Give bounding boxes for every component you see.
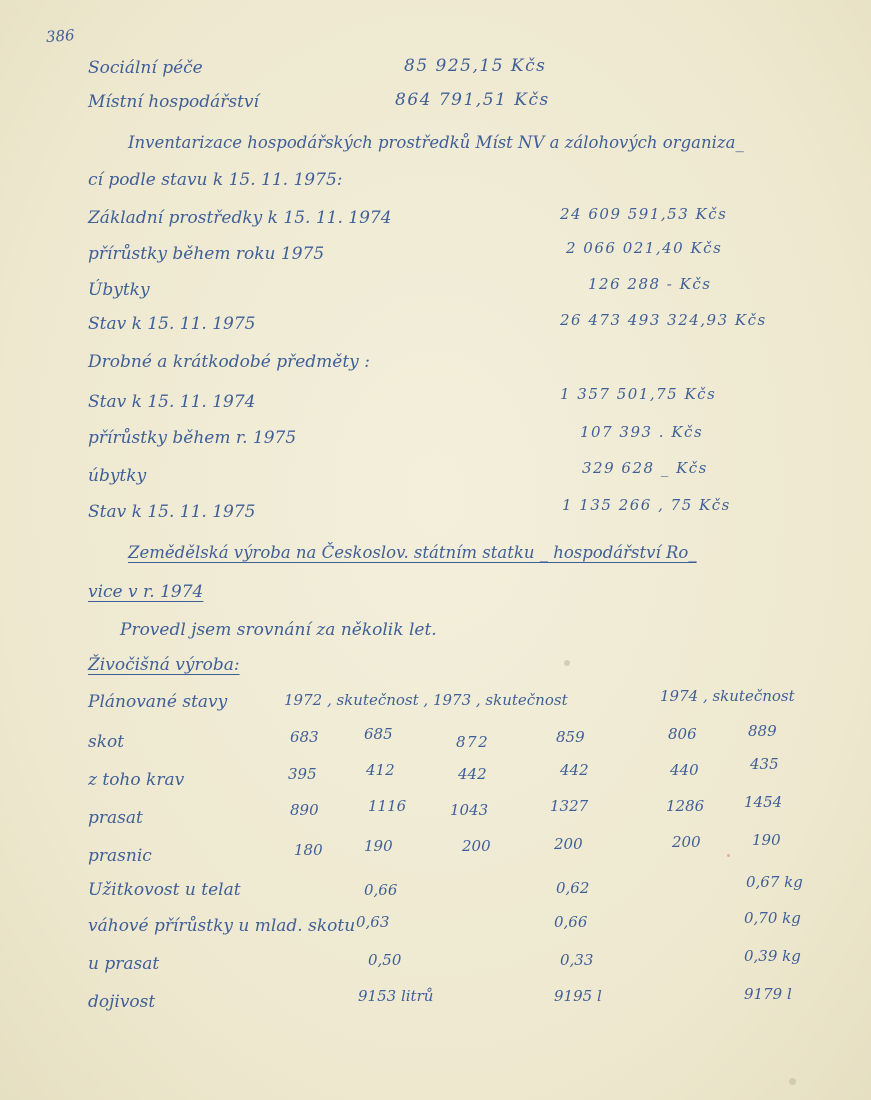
livestock-cell: 859 [556,728,585,746]
yield-cell: 0,66 [554,913,588,931]
yield-cell: 0,70 kg [744,909,801,927]
yield-cell: 9195 l [554,987,602,1005]
yield-row-label: u prasat [88,954,160,974]
livestock-cell: 200 [462,837,491,855]
inventory-value-2: 2 066 021,40 Kčs [566,239,723,257]
livestock-cell: 890 [290,801,319,819]
livestock-cell: 180 [294,841,323,859]
livestock-header-label: Plánované stavy [88,692,228,712]
livestock-row-label: prasnic [88,846,152,866]
livestock-cell: 1116 [368,797,407,815]
inventory-heading-2: cí podle stavu k 15. 11. 1975: [88,170,343,190]
livestock-row-label: z toho krav [88,770,185,790]
small-items-value-2: 107 393 . Kčs [580,423,704,441]
livestock-cell: 806 [668,725,697,743]
yield-cell: 0,67 kg [746,873,803,891]
yield-row-label: váhové přírůstky u mlad. skotu [88,916,356,936]
small-items-label-3: úbytky [88,466,147,486]
livestock-cell: 1286 [666,797,705,815]
agri-heading-2: vice v r. 1974 [88,582,204,602]
inventory-label-4: Stav k 15. 11. 1975 [88,314,256,334]
opening-value-2: 864 791,51 Kčs [395,90,550,110]
small-items-value-1: 1 357 501,75 Kčs [560,385,717,403]
agri-heading-1: Zemědělská výroba na Českoslov. státním statku _ hospodářství Ro_ [128,543,697,562]
livestock-cell: 1327 [550,797,589,815]
livestock-cell: 435 [750,755,779,773]
livestock-cell: 1043 [450,801,489,819]
paper-speck [789,1078,796,1085]
livestock-cell: 683 [290,728,319,746]
inventory-label-3: Úbytky [88,280,150,300]
inventory-value-3: 126 288 - Kčs [588,275,712,293]
livestock-row-label: skot [88,732,125,752]
livestock-cell: 889 [748,722,777,740]
livestock-cell: 442 [458,765,487,783]
yield-cell: 9153 litrů [358,987,434,1005]
opening-value-1: 85 925,15 Kčs [404,56,547,76]
paper-speck [727,854,730,857]
livestock-heading: Živočišná výroba: [88,655,240,675]
livestock-cell: 395 [288,765,317,783]
yield-cell: 0,50 [368,951,402,969]
livestock-cell: 440 [670,761,699,779]
livestock-cell: 872 [456,733,490,751]
small-items-label-4: Stav k 15. 11. 1975 [88,502,256,522]
inventory-label-1: Základní prostředky k 15. 11. 1974 [88,208,392,228]
livestock-cell: 200 [672,833,701,851]
livestock-cell: 190 [752,831,781,849]
yield-row-label: dojivost [88,992,156,1012]
yield-cell: 0,63 [356,913,390,931]
yield-row-label: Užitkovost u telat [88,880,241,900]
livestock-cell: 412 [366,761,395,779]
small-items-value-4: 1 135 266 , 75 Kčs [562,496,731,514]
livestock-cell: 200 [554,835,583,853]
yield-cell: 0,66 [364,881,398,899]
small-items-value-3: 329 628 _ Kčs [582,459,708,477]
yield-cell: 9179 l [744,985,792,1003]
page-number: 386 [45,26,76,46]
livestock-header-74: 1974 , skutečnost [660,687,795,705]
small-items-label-2: přírůstky během r. 1975 [88,428,297,448]
small-items-heading: Drobné a krátkodobé předměty : [88,352,370,372]
livestock-row-label: prasat [88,808,143,828]
livestock-cell: 442 [560,761,589,779]
inventory-label-2: přírůstky během roku 1975 [88,244,325,264]
inventory-value-1: 24 609 591,53 Kčs [560,205,728,223]
livestock-cell: 1454 [744,793,783,811]
opening-label-2: Místní hospodářství [88,92,259,112]
livestock-cell: 190 [364,837,393,855]
opening-label-1: Sociální péče [88,58,203,78]
paper-speck [564,660,570,666]
livestock-header-72-73: 1972 , skutečnost , 1973 , skutečnost [284,691,568,709]
yield-cell: 0,39 kg [744,947,801,965]
livestock-cell: 685 [364,725,393,743]
inventory-heading-1: Inventarizace hospodářských prostředků Míst NV a zálohových organiza_ [128,133,744,152]
small-items-label-1: Stav k 15. 11. 1974 [88,392,256,412]
yield-cell: 0,62 [556,879,590,897]
agri-note: Provedl jsem srovnání za několik let. [120,620,437,640]
yield-cell: 0,33 [560,951,594,969]
inventory-value-4: 26 473 493 324,93 Kčs [560,311,767,329]
